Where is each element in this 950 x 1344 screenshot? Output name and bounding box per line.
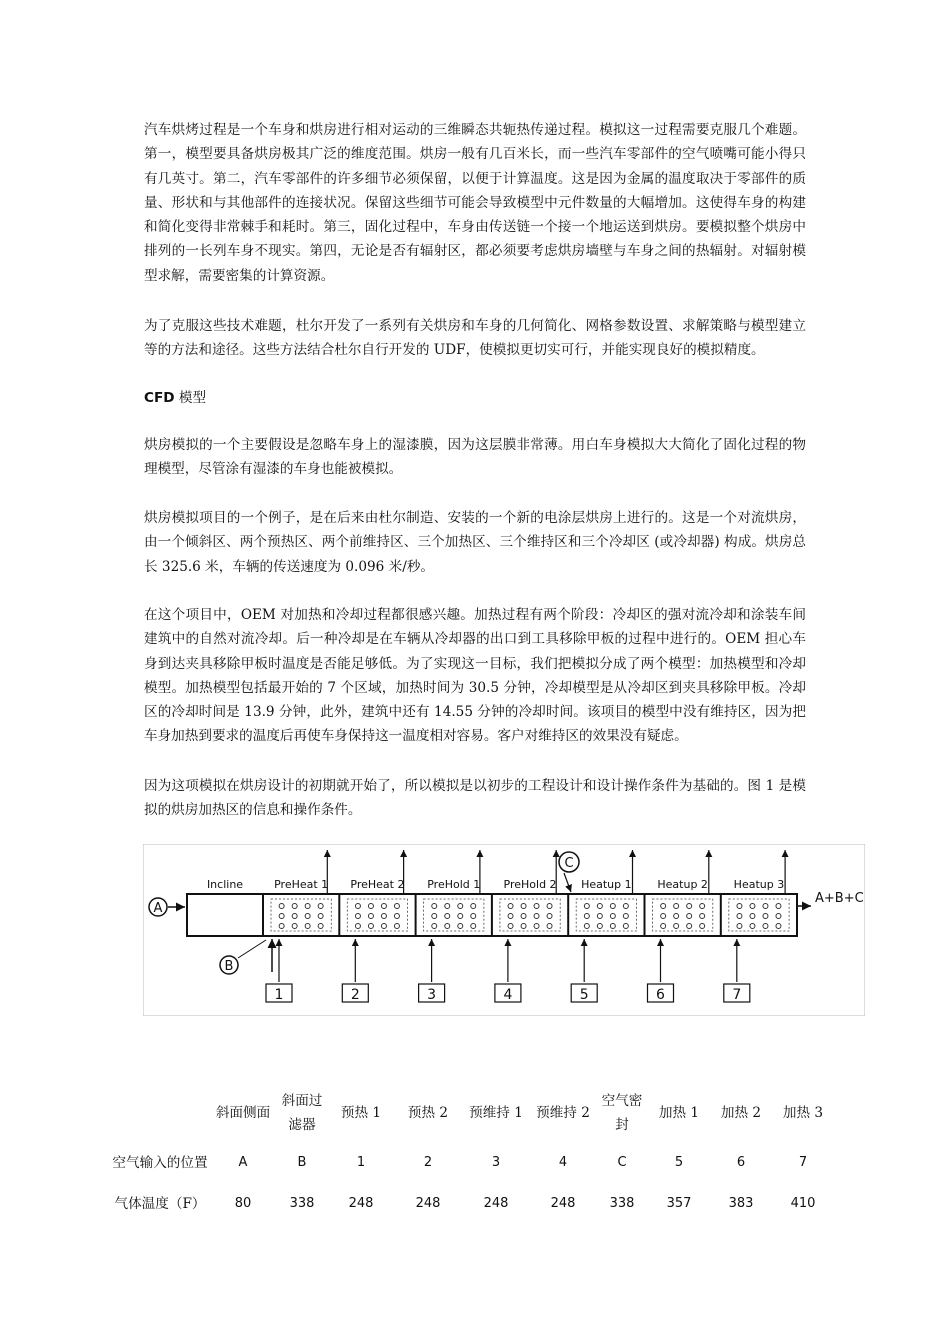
table-cell: 空气密封 [601,1093,643,1133]
heading-bold: CFD [144,390,175,406]
input-number: 1 [274,987,284,1003]
input-number: 6 [656,987,665,1003]
input-number: 7 [732,987,742,1003]
zone-label: PreHold 1 [427,878,481,891]
intro-paragraph: 汽车烘烤过程是一个车身和烘房进行相对运动的三维瞬态共轭热传递过程。模拟这一过程需要克服几个难题。第一，模型要具备烘房极其广泛的维度范围。烘房一般有几百米长，而一些汽车零部件的空气喷嘴可能小得只有几英寸。第二，汽车零部件的许多细节必须保留，以便于计算温度。这是因为金属的温度取决于零部件的质量、形状和与其他部件的连接状况。保留这些细节可能会导致模型中元件数量的大幅增加。这使得车身的构建和简化变得非常棘手和耗时。第三，固化过程中，车身由传送链一个接一个地运送到烘房。要模拟整个烘房中排列的一长列车身不现实。第四，无论是否有辐射区，都必须要考虑烘房墙壁与车身之间的热辐射。对辐射模型求解，需要密集的计算资源。 [144,122,806,284]
zone-label: Heatup 2 [657,878,708,891]
table-cell: 预热 2 [407,1105,449,1121]
table-cell: 2 [423,1155,433,1170]
inlet-b-label: B [224,959,234,974]
table-row [110,1188,834,1220]
inlet-c-arrow [564,873,571,892]
table-cell: 80 [234,1196,252,1211]
zone-label: PreHeat 2 [350,878,405,891]
operating-conditions-table [110,1088,834,1220]
section-heading [144,386,206,406]
table-cell: 7 [798,1155,808,1170]
input-number: 3 [427,987,437,1003]
zone-label: PreHold 2 [503,878,557,891]
zone-label: Incline [206,878,244,891]
table-cell: 383 [728,1196,754,1211]
oven-diagram [143,844,865,1016]
table-cell: 248 [483,1196,509,1211]
table-cell: 248 [348,1196,374,1211]
table-cell: 338 [609,1196,635,1211]
table-cell [110,1088,210,1138]
table-cell: 5 [674,1155,684,1170]
zone-label: Heatup 1 [581,878,632,891]
table-cell: 1 [356,1155,366,1170]
input-number: 2 [350,987,360,1003]
table-row [110,1138,834,1188]
table-cell: 4 [558,1155,568,1170]
inlet-a-label: A [153,901,163,916]
numbered-inputs [266,939,750,1003]
table-cell: 预热 1 [340,1105,382,1121]
table-header-row [110,1088,834,1138]
table-cell: C [617,1155,627,1170]
table-cell: 357 [666,1196,692,1211]
inlet-c-label: C [564,856,574,871]
figure-intro-paragraph: 因为这项模拟在烘房设计的初期就开始了，所以模拟是以初步的工程设计和设计操作条件为基础的。图 1 是模拟的烘房加热区的信息和操作条件。 [144,778,806,819]
table-cell: 预维持 2 [536,1105,590,1121]
project-paragraph: 在这个项目中，OEM 对加热和冷却过程都很感兴趣。加热过程有两个阶段：冷却区的强对流冷却和涂装车间建筑中的自然对流冷却。后一种冷却是在车辆从冷却器的出口到工具移除甲板的过程中进行的。OEM 担心车身到达夹具移除甲板时温度是否能足够低。为了实现这一目标，我们把模拟分成了两个模型：加热模型和冷却模型。加热模型包括最开始的 7 个区域，加热时间为 30.5 分钟，冷却模型是从冷却区到夹具移除甲板。冷却区的冷却时间是 13.9 分钟，此外，建筑中还有 14.55 分钟的冷却时间。该项目的模型中没有维持区，因为把车身加热到要求的温度后再使车身保持这一温度相对容易。客户对维持区的效果没有疑虑。 [144,607,806,745]
table-cell: 气体温度（F） [114,1196,206,1212]
table-cell: B [297,1155,307,1170]
inlet-b-line [238,940,266,958]
table-cell: 410 [790,1196,816,1211]
table-cell: 加热 1 [658,1105,700,1121]
table-cell: 斜面过滤器 [281,1093,323,1133]
table-cell: 248 [415,1196,441,1211]
table-cell: A [238,1155,248,1170]
table-cell: 空气输入的位置 [112,1155,208,1171]
heading-rest: 模型 [174,390,207,406]
table-cell: 加热 3 [782,1105,824,1121]
input-number: 4 [503,987,513,1003]
assumption-paragraph: 烘房模拟的一个主要假设是忽略车身上的湿漆膜，因为这层膜非常薄。用白车身模拟大大简化了固化过程的物理模型，尽管涂有湿漆的车身也能被模拟。 [144,437,806,478]
example-paragraph: 烘房模拟项目的一个例子，是在后来由杜尔制造、安装的一个新的电涂层烘房上进行的。这是一个对流烘房，由一个倾斜区、两个预热区、两个前维持区、三个加热区、三个维持区和三个冷却区 (或冷却器) 构成。烘房总长 325.6 米，车辆的传送速度为 0.096 米/秒。 [144,510,806,575]
table-cell: 6 [736,1155,746,1170]
table-cell: 338 [289,1196,315,1211]
table-cell: 预维持 1 [469,1105,523,1121]
table-cell: 3 [491,1155,501,1170]
table-cell: 248 [550,1196,576,1211]
table-cell: 斜面侧面 [215,1105,271,1121]
zone-label: PreHeat 1 [274,878,329,891]
outlet-label: A+B+C [815,891,864,906]
zone-label: Heatup 3 [733,878,785,891]
table-cell: 加热 2 [720,1105,762,1121]
zone-labels [207,878,784,891]
methods-paragraph: 为了克服这些技术难题，杜尔开发了一系列有关烘房和车身的几何简化、网格参数设置、求解策略与模型建立等的方法和途径。这些方法结合杜尔自行开发的 UDF，使模拟更切实可行，并能实现良好的模拟精度。 [144,318,806,359]
input-number: 5 [579,987,589,1003]
